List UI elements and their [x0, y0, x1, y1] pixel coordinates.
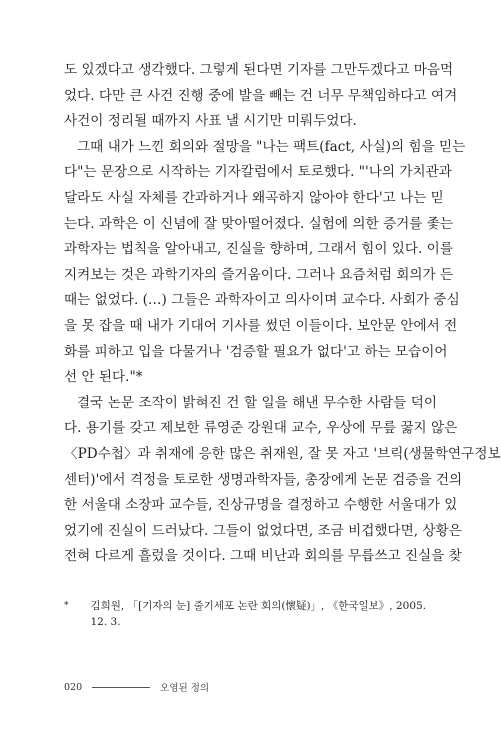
text-line: 전혀 다르게 흘렀을 것이다. 그때 비난과 회의를 무릅쓰고 진실을 찾: [64, 548, 462, 565]
paragraph-3: [64, 391, 501, 570]
text-line: 다. 용기를 갖고 제보한 류영준 강원대 교수, 우상에 무릎 꿇지 않은: [64, 420, 458, 437]
text-line: 결국 논문 조작이 밝혀진 건 할 일을 해낸 무수한 사람들 덕이: [77, 394, 437, 411]
book-title: 오염된 정의: [160, 683, 210, 694]
text-line: 과학자는 법칙을 알아내고, 진실을 향하며, 그래서 힘이 있다. 이를: [64, 241, 453, 258]
text-line: 었다. 다만 큰 사건 진행 중에 발을 빼는 건 너무 무책임하다고 여겨: [64, 87, 458, 104]
text-line: 센터)'에서 격정을 토로한 생명과학자들, 총장에게 논문 검증을 건의: [64, 471, 463, 488]
text-line: 화를 피하고 입을 다물거나 '검증할 필요가 없다'고 하는 모습이어: [64, 343, 448, 360]
page-footer: [64, 680, 209, 694]
text-line: 때는 없었다. (…) 그들은 과학자이고 의사이며 교수다. 사회가 중심: [64, 292, 460, 309]
paragraph-1: [64, 58, 458, 135]
text-line: 을 못 잡을 때 내가 기대어 기사를 썼던 이들이다. 보안문 안에서 전: [64, 317, 458, 334]
text-line: 선 안 된다."*: [64, 369, 143, 386]
text-line: 지켜보는 것은 과학기자의 즐거움이다. 그러나 요즘처럼 회의가 든: [64, 266, 454, 283]
text-line: 사건이 정리될 때까지 사표 낼 시기만 미뤄두었다.: [64, 113, 357, 130]
text-line: 달라도 사실 자체를 간과하거나 왜곡하지 않아야 한다'고 나는 믿: [64, 189, 444, 206]
footer-rule: [92, 687, 150, 688]
footnote-mark: *: [64, 601, 69, 611]
text-line: 그때 내가 느낀 회의와 절망을 "나는 팩트(fact, 사실)의 힘을 믿는: [77, 138, 466, 155]
text-line: 도 있겠다고 생각했다. 그렇게 된다면 기자를 그만두겠다고 마음먹: [64, 62, 454, 78]
footnote: [64, 598, 437, 630]
text-line: 는다. 과학은 이 신념에 잘 맞아떨어졌다. 실험에 의한 증거를 좇는: [64, 215, 453, 232]
text-line: 다"는 문장으로 시작하는 기자칼럼에서 토로했다. "'나의 가치관과: [64, 164, 452, 181]
text-line: 한 서울대 소장파 교수들, 진상규명을 결정하고 수행한 서울대가 있: [64, 497, 458, 514]
text-line: 었기에 진실이 드러났다. 그들이 없었다면, 조금 비겁했다면, 상황은: [64, 522, 462, 539]
page-number: 020: [64, 681, 83, 693]
footnote-text: 김희원, 「[기자의 눈] 줄기세포 논란 회의(懷疑)」, 《한국일보》, 2005. 12. 3.: [90, 600, 427, 628]
text-line: 〈PD수첩〉과 취재에 응한 많은 취재원, 잘 못 자고 '브릭(생물학연구정보: [64, 445, 501, 462]
body-text: [64, 58, 501, 570]
paragraph-2: [64, 135, 466, 391]
